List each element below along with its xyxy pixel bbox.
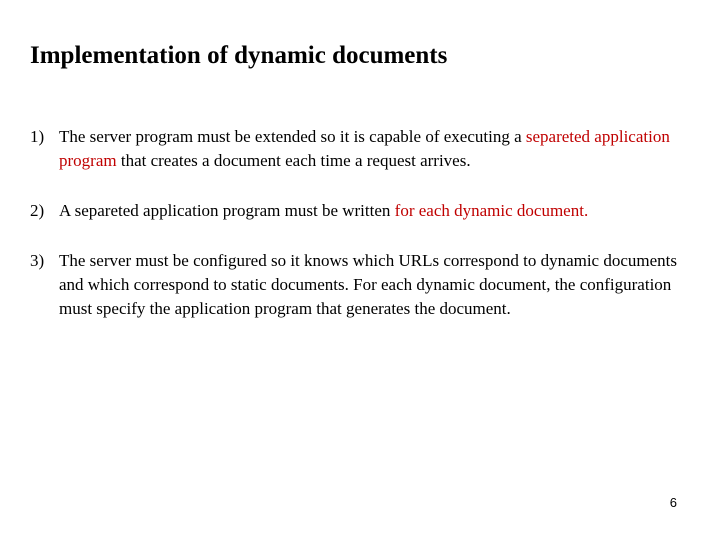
numbered-list bbox=[30, 125, 690, 347]
list-item-text: The server must be configured so it knows which URLs correspond to dynamic documents and which correspond to static documents. For each dynamic document, the configuration must specify the application program that generates the document. bbox=[59, 251, 678, 318]
list-item-text-after: that creates a document each time a request arrives. bbox=[116, 151, 471, 170]
list-item-2 bbox=[30, 199, 690, 223]
list-item-number: 1) bbox=[30, 127, 45, 146]
list-item-text-before: A separeted application program must be written bbox=[59, 201, 395, 220]
page-number: 6 bbox=[669, 495, 677, 510]
list-item-text bbox=[59, 125, 690, 173]
list-item-1 bbox=[30, 125, 690, 173]
highlighted-text: separeted application program bbox=[59, 127, 670, 170]
list-item-3 bbox=[30, 249, 690, 321]
highlighted-text: for each dynamic document. bbox=[394, 201, 589, 220]
list-item-number: 3) bbox=[30, 251, 45, 270]
list-item-number: 2) bbox=[30, 201, 45, 220]
list-item-text-before: The server program must be extended so it is capable of executing a bbox=[59, 127, 522, 146]
slide-title: Implementation of dynamic documents bbox=[30, 42, 448, 69]
list-item-text bbox=[59, 199, 690, 223]
